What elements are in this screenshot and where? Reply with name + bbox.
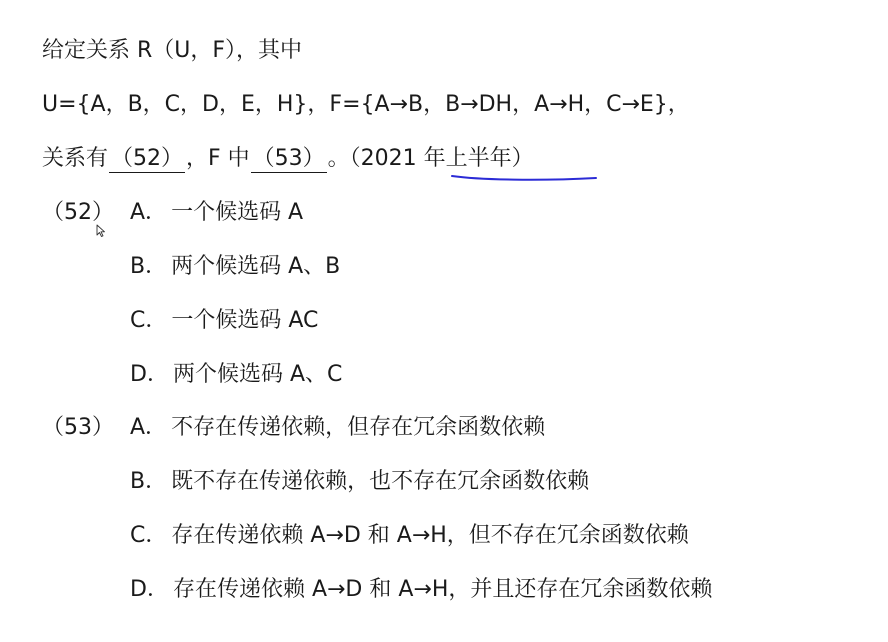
option-letter: C． (130, 308, 168, 333)
option-text: 一个候选码 AC (171, 308, 319, 333)
mouse-pointer-icon (96, 224, 106, 238)
q52-option-b[interactable] (130, 252, 340, 282)
option-letter: D． (130, 577, 169, 602)
q52-option-d[interactable] (130, 360, 342, 390)
annotation-underline (452, 176, 596, 180)
option-text: 既不存在传递依赖，也不存在冗余函数依赖 (171, 469, 590, 494)
option-letter: A． (130, 200, 168, 225)
option-text: 两个候选码 A、B (171, 254, 341, 279)
question-52-number: （52） (42, 200, 114, 225)
question-line-3 (42, 144, 534, 174)
q52-option-c[interactable] (130, 306, 318, 336)
q53-option-c[interactable] (130, 521, 689, 551)
option-letter: C． (130, 523, 168, 548)
line3-mid: ，F 中 (186, 146, 250, 171)
option-text: 存在传递依赖 A→D 和 A→H，但不存在冗余函数依赖 (171, 523, 689, 548)
option-letter: B． (130, 469, 168, 494)
option-letter: D． (130, 362, 169, 387)
option-text: 一个候选码 A (171, 200, 304, 225)
option-letter: A． (130, 415, 168, 440)
blank-52: （52） (111, 146, 184, 171)
option-text: 不存在传递依赖，但存在冗余函数依赖 (171, 415, 546, 440)
blank-53: （53） (252, 146, 325, 171)
q53-option-d[interactable] (130, 575, 712, 605)
line3-suffix: 。（2021 年上半年） (327, 146, 534, 171)
q52-option-a[interactable] (130, 198, 303, 228)
option-text: 存在传递依赖 A→D 和 A→H，并且还存在冗余函数依赖 (172, 577, 713, 602)
question-line-2: U={A，B，C，D，E，H}，F={A→B，B→DH，A→H，C→E}， (42, 92, 690, 117)
question-53-number: （53） (42, 415, 114, 440)
question-line-1: 给定关系 R（U，F），其中 (42, 38, 303, 63)
option-text: 两个候选码 A、C (172, 362, 343, 387)
q53-option-b[interactable] (130, 467, 589, 497)
line3-prefix: 关系有 (42, 146, 109, 171)
q53-option-a[interactable] (130, 413, 545, 443)
option-letter: B． (130, 254, 168, 279)
